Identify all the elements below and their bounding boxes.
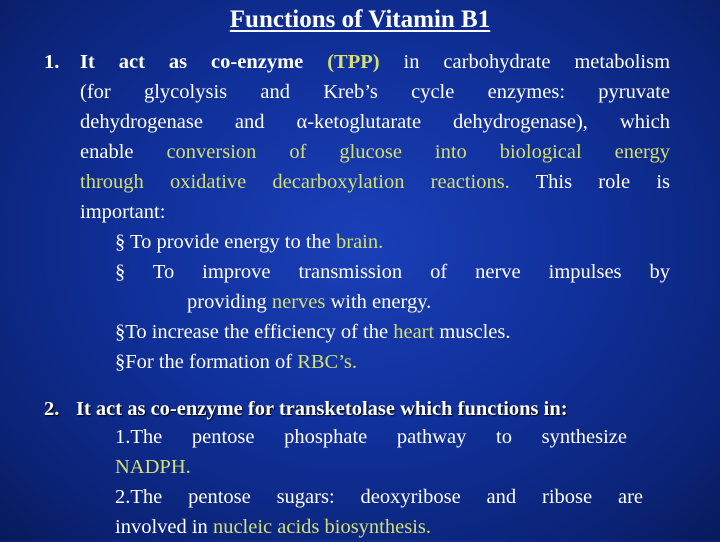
bullet-heart-c: muscles. bbox=[439, 321, 511, 343]
item2-sub1: 1.The pentose phosphate pathway to synthesize bbox=[115, 426, 627, 448]
bullet-nerve-cont bbox=[187, 287, 431, 317]
bullet-heart bbox=[115, 317, 511, 347]
item1-line1 bbox=[80, 47, 670, 77]
bullet-heart-b: heart bbox=[393, 321, 435, 343]
bullet-nerve-cont-a: providing bbox=[187, 291, 267, 313]
bullet-brain bbox=[115, 227, 383, 257]
bullet-nerve-cont-b: nerves bbox=[271, 291, 326, 313]
item1-line6: important: bbox=[80, 201, 166, 223]
bullet-rbc-a: §For the formation of bbox=[115, 351, 293, 373]
item1-line2: (for glycolysis and Kreb’s cycle enzymes: pyruvate bbox=[80, 81, 670, 103]
item1-line3: dehydrogenase and α-ketoglutarate dehydrogenase), which bbox=[80, 111, 670, 133]
item1-line5-a: through oxidative decarboxylation reactions. bbox=[80, 171, 510, 193]
bullet-brain-a: § To provide energy to the bbox=[115, 231, 331, 253]
item2-sub1-nadph: NADPH. bbox=[115, 456, 191, 478]
item2-number: 2. bbox=[44, 398, 60, 420]
item2-sub2-cont bbox=[115, 512, 431, 542]
bullet-nerve-cont-c: with energy. bbox=[330, 291, 432, 313]
item1-line1-a: It act as co-enzyme bbox=[80, 51, 304, 73]
slide-title: Functions of Vitamin B1 bbox=[229, 6, 491, 33]
item2-sub2: 2.The pentose sugars: deoxyribose and ribose are bbox=[115, 486, 643, 508]
item1-number: 1. bbox=[44, 51, 60, 73]
bullet-brain-b: brain. bbox=[336, 231, 384, 253]
item1-line5 bbox=[80, 167, 670, 197]
bullet-nerve: § To improve transmission of nerve impulses by bbox=[115, 261, 670, 283]
bullet-heart-a: §To increase the efficiency of the bbox=[115, 321, 389, 343]
item2-sub2-cont-a: involved in bbox=[115, 516, 208, 538]
bullet-rbc bbox=[115, 347, 357, 377]
item1-line1-c: in carbohydrate metabolism bbox=[403, 51, 671, 73]
item2-sub2-cont-b: nucleic acids biosynthesis. bbox=[212, 516, 431, 538]
item2-heading: It act as co-enzyme for transketolase which functions in: bbox=[76, 398, 568, 420]
item1-line4-a: enable bbox=[80, 141, 134, 163]
item1-line1-tpp: (TPP) bbox=[327, 51, 380, 73]
bullet-rbc-b: RBC’s. bbox=[297, 351, 358, 373]
item1-line4 bbox=[80, 137, 670, 167]
item1-line4-b: conversion of glucose into biological energy bbox=[166, 141, 671, 163]
item1-line5-b: This role is bbox=[535, 171, 670, 193]
